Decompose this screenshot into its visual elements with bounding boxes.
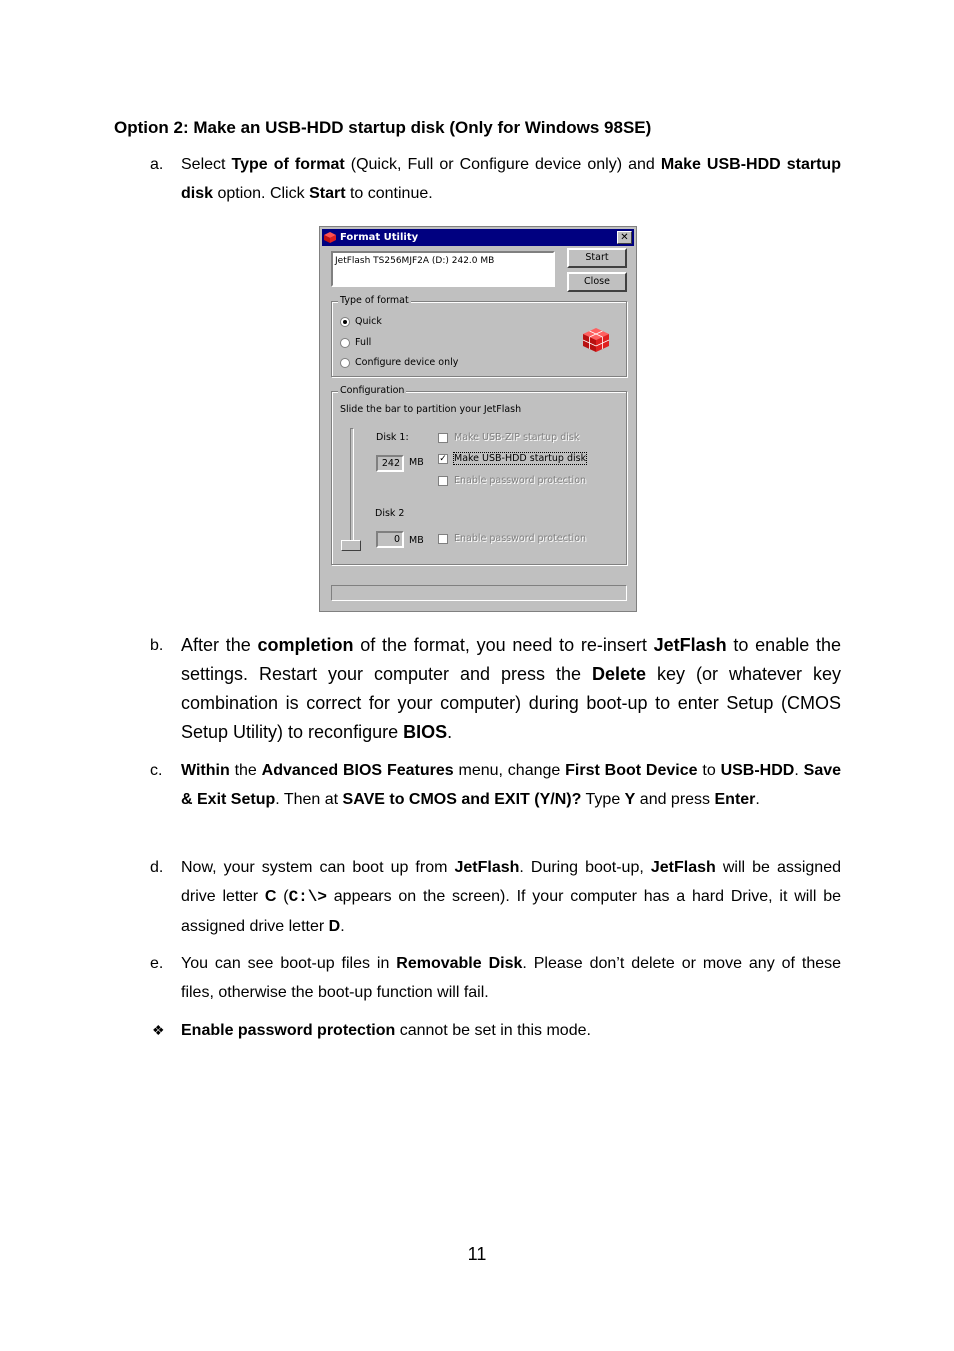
radio-button[interactable]	[340, 317, 350, 327]
configuration-legend: Configuration	[340, 385, 405, 396]
radio-full[interactable]	[340, 337, 371, 348]
emphasis: D	[328, 918, 341, 935]
prompt-text: C:\>	[288, 888, 327, 906]
checkbox-box[interactable]	[438, 534, 448, 544]
emphasis: JetFlash	[650, 859, 716, 876]
radio-quick[interactable]	[340, 316, 382, 327]
step-text: Now, your system can boot up from JetFlash. During boot-up, JetFlash will be assigned drive letter C (C:\> appears on the screen). If your computer has a hard Drive, it will be assigned drive letter D.	[181, 859, 842, 935]
checkbox-label: Enable password protection	[454, 475, 587, 486]
emphasis: Enter	[714, 791, 756, 808]
checkbox-box[interactable]	[438, 433, 448, 443]
device-listbox[interactable]	[331, 251, 555, 287]
section-heading: Option 2: Make an USB-HDD startup disk (Only for Windows 98SE)	[114, 118, 652, 137]
checkbox-label: Make USB-HDD startup disk	[454, 453, 587, 464]
checkbox-label: Enable password protection	[454, 533, 587, 544]
device-name: JetFlash TS256MJF2A (D:) 242.0 MB	[335, 256, 495, 266]
diamond-bullet-icon: ❖	[152, 1022, 165, 1038]
emphasis: Removable Disk	[396, 955, 523, 972]
jetflash-cube-icon	[582, 327, 610, 353]
checkbox-label: Make USB-ZIP startup disk	[454, 432, 580, 443]
emphasis: Make USB-HDD startup disk	[181, 156, 841, 202]
emphasis: JetFlash	[454, 859, 520, 876]
step-e	[150, 949, 841, 1007]
step-text: Within the Advanced BIOS Features menu, change First Boot Device to USB-HDD. Save & Exit Setup. Then at SAVE to CMOS and EXIT (Y/N)? Type Y and press Enter.	[181, 762, 842, 808]
enable-password-checkbox-2[interactable]	[438, 533, 586, 544]
radio-configure-device-only[interactable]	[340, 357, 458, 368]
disk2-unit: MB	[409, 535, 424, 546]
close-button[interactable]: Close	[567, 272, 627, 292]
emphasis: completion	[257, 635, 354, 655]
step-marker: a.	[150, 156, 164, 173]
emphasis: BIOS	[403, 722, 448, 742]
radio-label: Configure device only	[355, 357, 459, 368]
page-number: 11	[467, 1244, 487, 1264]
progress-bar	[331, 585, 627, 601]
emphasis: JetFlash	[653, 635, 727, 655]
step-c	[150, 756, 841, 814]
make-usb-hdd-checkbox[interactable]	[438, 453, 586, 464]
type-of-format-group	[331, 295, 627, 377]
close-icon[interactable]: ✕	[617, 231, 632, 244]
start-button[interactable]: Start	[567, 248, 627, 268]
step-d	[150, 853, 841, 941]
emphasis: Within	[181, 762, 230, 779]
emphasis: Enable password protection	[181, 1022, 396, 1039]
check-icon[interactable]: ✓	[439, 453, 447, 464]
step-marker: e.	[150, 955, 164, 972]
emphasis: Start	[309, 185, 346, 202]
dialog-title: Format Utility	[340, 232, 419, 243]
step-marker: b.	[150, 637, 164, 654]
emphasis: Y	[624, 791, 636, 808]
step-marker: c.	[150, 762, 163, 779]
emphasis: Advanced BIOS Features	[261, 762, 454, 779]
disk1-unit: MB	[409, 457, 424, 468]
step-a	[150, 150, 841, 208]
emphasis: Delete	[592, 664, 647, 684]
title-bar	[322, 229, 634, 246]
emphasis: SAVE to CMOS and EXIT (Y/N)?	[342, 791, 582, 808]
step-text: Select Type of format (Quick, Full or Configure device only) and Make USB-HDD startup disk option. Click Start to continue.	[181, 156, 841, 202]
enable-password-checkbox-1[interactable]	[438, 475, 586, 486]
format-utility-dialog	[319, 226, 637, 612]
app-icon	[324, 232, 336, 243]
make-usb-zip-checkbox[interactable]	[438, 432, 579, 443]
step-b	[150, 631, 841, 747]
radio-button[interactable]	[340, 338, 350, 348]
disk2-label: Disk 2	[375, 508, 405, 519]
disk2-size-field: 0	[376, 531, 404, 548]
emphasis: First Boot Device	[565, 762, 698, 779]
step-text: After the completion of the format, you need to re-insert JetFlash to enable the settings. Restart your computer and press the Delete key (or whatever key combination is correct for your computer) during boot-up to enter Setup (CMOS Setup Utility) to reconfigure BIOS.	[181, 635, 841, 742]
note-text: Enable password protection cannot be set in this mode.	[181, 1022, 591, 1039]
radio-label: Full	[355, 337, 372, 348]
slide-hint: Slide the bar to partition your JetFlash	[340, 404, 522, 415]
partition-slider-handle[interactable]	[341, 540, 361, 551]
emphasis: Save & Exit Setup	[181, 762, 842, 808]
emphasis: C	[264, 888, 277, 905]
step-text: You can see boot-up files in Removable Disk. Please don’t delete or move any of these files, otherwise the boot-up function will fail.	[181, 955, 842, 1001]
emphasis: Type of format	[231, 156, 345, 173]
disk1-size-field: 242	[376, 455, 404, 472]
note	[150, 1016, 841, 1045]
configuration-group	[331, 385, 627, 565]
checkbox-box[interactable]	[438, 476, 448, 486]
type-of-format-legend: Type of format	[340, 295, 409, 306]
step-marker: d.	[150, 859, 164, 876]
partition-slider-track[interactable]	[350, 428, 354, 550]
radio-label: Quick	[355, 316, 382, 327]
radio-button[interactable]	[340, 358, 350, 368]
emphasis: USB-HDD	[720, 762, 795, 779]
disk1-label: Disk 1:	[376, 432, 409, 443]
